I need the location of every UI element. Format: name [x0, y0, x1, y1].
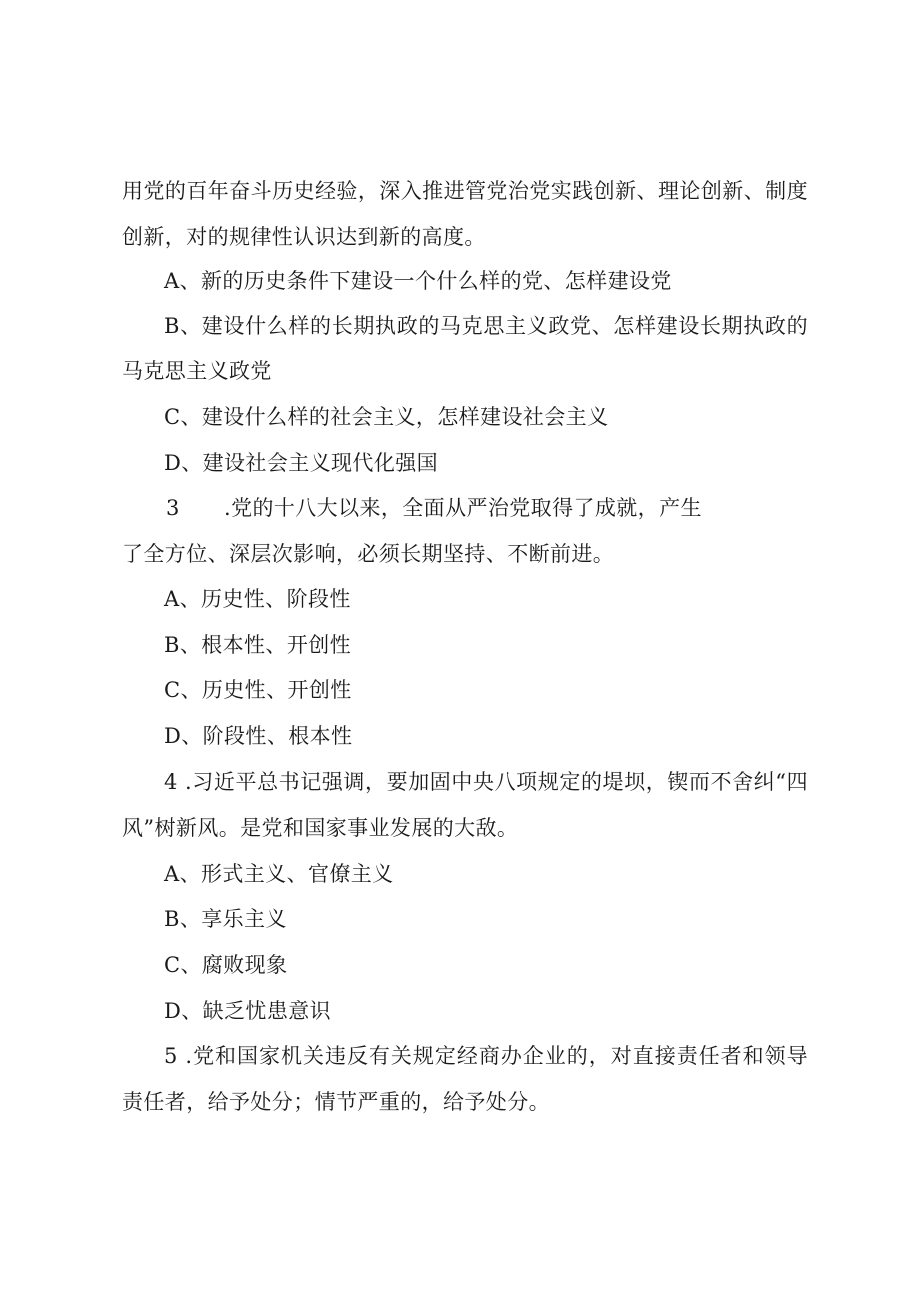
q3-option-b: B、根本性、开创性: [164, 633, 352, 657]
q2-option-b-line-1: B、建设什么样的长期执政的马克思主义政党、怎样建设长期执政的: [164, 314, 808, 338]
q4-option-a: A、形式主义、官僚主义: [164, 862, 394, 886]
q2-option-a: A、新的历史条件下建设一个什么样的党、怎样建设党: [164, 269, 672, 293]
q3-stem-line-2: 了全方位、深层次影响，必须长期坚持、不断前进。: [122, 542, 615, 566]
intro-line-1: 用党的百年奋斗历史经验，深入推进管党治党实践创新、理论创新、制度: [122, 179, 808, 203]
q4-option-d: D、缺乏忧患意识: [164, 999, 332, 1023]
q4-option-b: B、享乐主义: [164, 907, 287, 931]
q3-option-a: A、历史性、阶段性: [164, 587, 351, 611]
intro-line-2: 创新，对的规律性认识达到新的高度。: [122, 225, 486, 249]
q5-stem-line-1: 5 .党和国家机关违反有关规定经商办企业的，对直接责任者和领导: [164, 1044, 808, 1068]
q4-stem-line-2: 风”树新风。是党和国家事业发展的大敌。: [122, 816, 519, 840]
q3-number: 3: [166, 496, 180, 520]
q4-stem-line-1: 4 .习近平总书记强调，要加固中央八项规定的堤坝，锲而不舍纠“四: [164, 770, 808, 794]
q3-option-d: D、阶段性、根本性: [164, 724, 353, 748]
q2-option-c: C、建设什么样的社会主义，怎样建设社会主义: [164, 405, 609, 429]
q2-option-b-line-2: 马克思主义政党: [122, 359, 272, 383]
q5-stem-line-2: 责任者，给予处分；情节严重的，给予处分。: [122, 1090, 550, 1114]
q3-stem-line-1: .党的十八大以来，全面从严治党取得了成就，产生: [224, 496, 702, 520]
q2-option-d: D、建设社会主义现代化强国: [164, 451, 439, 475]
q3-option-c: C、历史性、开创性: [164, 678, 352, 702]
q4-option-c: C、腐败现象: [164, 953, 288, 977]
